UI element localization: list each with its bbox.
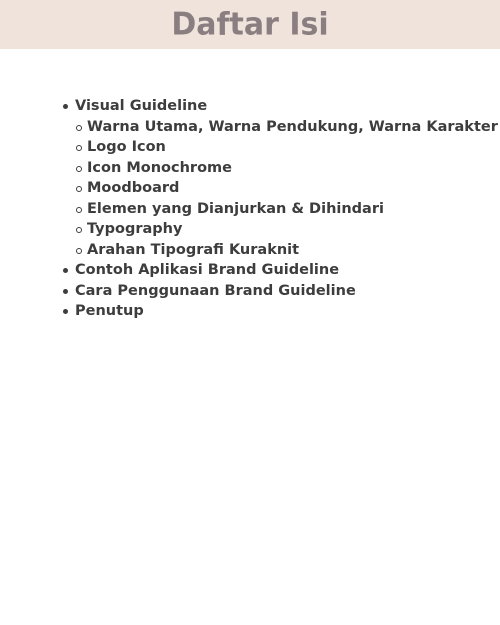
toc-sublist — [62, 117, 498, 261]
toc-subitem-logo-icon — [49, 137, 492, 158]
page-title: Daftar Isi — [171, 5, 329, 43]
toc-subitem-label: Elemen yang Dianjurkan & Dihindari — [87, 200, 384, 217]
toc-item-label: Contoh Aplikasi Brand Guideline — [75, 262, 340, 278]
toc-subitem-arahan-tipografi — [49, 240, 492, 261]
circle-bullet-icon — [76, 145, 82, 151]
table-of-contents — [62, 96, 498, 322]
toc-item-visual-guideline — [62, 96, 492, 117]
toc-subitem-label: Arahan Tipografi Kuraknit — [87, 241, 300, 258]
circle-bullet-icon — [76, 166, 82, 172]
toc-item-label: Penutup — [75, 303, 144, 319]
toc-subitem-label: Moodboard — [87, 180, 180, 196]
toc-item-label: Visual Guideline — [75, 98, 208, 114]
circle-bullet-icon — [76, 227, 82, 233]
bullet-icon — [63, 104, 68, 109]
toc-subitem-label: Warna Utama, Warna Pendukung, Warna Karakter — [87, 118, 498, 135]
toc-item-cara-penggunaan — [62, 281, 492, 302]
toc-item-contoh-aplikasi — [62, 260, 492, 281]
bullet-icon — [63, 309, 68, 314]
circle-bullet-icon — [76, 186, 82, 192]
toc-subitem-warna — [49, 117, 498, 138]
circle-bullet-icon — [76, 125, 82, 131]
toc-subitem-typography — [49, 219, 492, 240]
toc-subitem-label: Icon Monochrome — [87, 159, 232, 176]
toc-subitem-label: Logo Icon — [87, 139, 166, 155]
toc-subitem-label: Typography — [87, 221, 183, 237]
circle-bullet-icon — [76, 248, 82, 254]
header-banner — [0, 0, 500, 49]
bullet-icon — [63, 289, 68, 294]
toc-item-label: Cara Penggunaan Brand Guideline — [75, 282, 356, 299]
circle-bullet-icon — [76, 207, 82, 213]
toc-subitem-icon-monochrome — [49, 158, 492, 179]
toc-sublist-container — [62, 117, 498, 261]
toc-subitem-elemen — [49, 199, 492, 220]
bullet-icon — [63, 268, 68, 273]
toc-item-penutup — [62, 301, 492, 322]
toc-subitem-moodboard — [49, 178, 492, 199]
